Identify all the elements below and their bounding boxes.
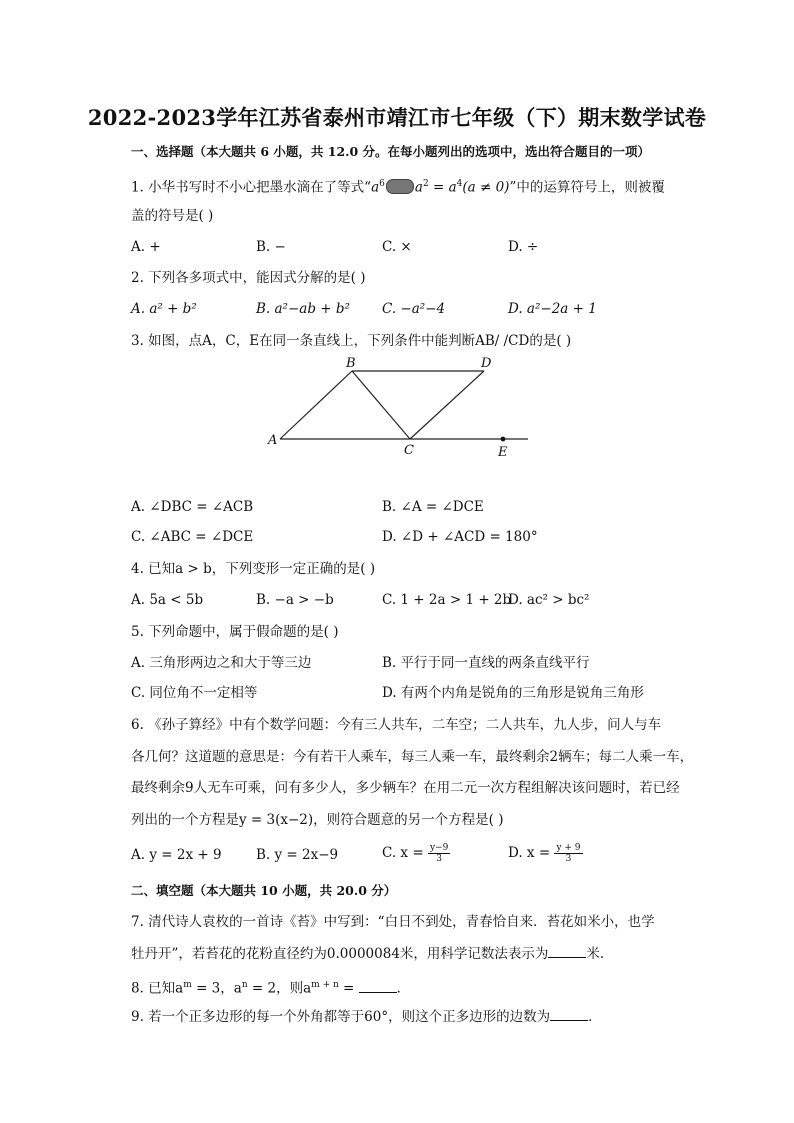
q2-option-b: B. a²−ab + b² (256, 301, 350, 317)
label-a: A (268, 433, 278, 448)
q4-option-d: D. ac² > bc² (508, 592, 590, 608)
section-choice-heading: 一、选择题（本大题共 6 小题，共 12.0 分。在每小题列出的选项中，选出符合题目的一项） (131, 144, 651, 159)
question-1-line-2: 盖的符号是( ) (131, 208, 214, 224)
point-e-dot (501, 437, 506, 442)
geometry-figure (260, 352, 540, 462)
label-e: E (498, 445, 508, 460)
q5-option-d: D. 有两个内角是锐角的三角形是锐角三角形 (382, 685, 644, 701)
question-5: 5. 下列命题中，属于假命题的是( ) (131, 624, 339, 640)
q6-option-c: C. x = $\frac{y-9}{3}$ (382, 843, 449, 864)
question-1-line-1: 1. 小华书写时不小心把墨水滴在了等式“$a^6$ $a^2 = a^4(a \ne 0)$”中的运算符号上，则被覆 (131, 179, 665, 196)
q3-option-c: C. ∠ABC = ∠DCE (131, 529, 254, 545)
fraction-d: $\frac{y + 9}{3}$ (556, 843, 581, 864)
segment-dc (410, 371, 484, 439)
question-3: 3. 如图，点A，C，E在同一条直线上，下列条件中能判断AB/ /CD的是( ) (131, 333, 572, 349)
question-4: 4. 已知a > b，下列变形一定正确的是( ) (131, 561, 376, 577)
q3-option-a: A. ∠DBC = ∠ACB (131, 499, 254, 515)
label-b: B (346, 356, 356, 371)
q6-option-b: B. y = 2x−9 (256, 847, 339, 863)
q1-option-b: B. − (256, 239, 286, 255)
q6-option-d: D. x = $\frac{y + 9}{3}$ (508, 843, 581, 864)
page-title: 2022-2023学年江苏省泰州市靖江市七年级（下）期末数学试卷 (87, 105, 707, 130)
section-fill-heading: 二、填空题（本大题共 10 小题，共 20.0 分） (131, 883, 397, 898)
q5-option-c: C. 同位角不一定相等 (131, 685, 258, 701)
q5-option-b: B. 平行于同一直线的两条直线平行 (382, 655, 590, 671)
question-8: 8. 已知$a^m = 3$，$a^n = 2$，则$a^{m + n}$ = ． (131, 980, 411, 997)
q4-option-a: A. 5a < 5b (131, 592, 204, 608)
label-c: C (404, 443, 414, 458)
q3-option-b: B. ∠A = ∠DCE (382, 499, 484, 515)
fraction-c: $\frac{y-9}{3}$ (429, 843, 449, 864)
answer-blank[interactable] (550, 1008, 588, 1021)
q2-option-d: D. a²−2a + 1 (508, 301, 597, 317)
ink-blot-icon (386, 179, 414, 194)
label-d: D (481, 356, 492, 371)
question-6-line-4: 列出的一个方程是y = 3(x−2)，则符合题意的另一个方程是( ) (131, 812, 504, 828)
question-9: 9. 若一个正多边形的每一个外角都等于60°，则这个正多边形的边数为 ． (131, 1009, 602, 1025)
q2-option-a: A. a² + b² (131, 301, 197, 317)
answer-blank[interactable] (359, 980, 397, 993)
q2-option-c: C. −a²−4 (382, 301, 446, 317)
q1-option-a: A. + (131, 239, 161, 255)
question-2: 2. 下列各多项式中，能因式分解的是( ) (131, 270, 366, 286)
segment-ab (280, 371, 352, 439)
segment-bc (352, 371, 410, 439)
question-7-line-2: 牡丹开”，若苔花的花粉直径约为0.0000084米，用科学记数法表示为 米． (131, 946, 614, 962)
q1-option-d: D. ÷ (508, 239, 539, 255)
question-6-line-3: 最终剩余9人无车可乘，问有多少人，多少辆车？在用二元一次方程组解决该问题时，若已经 (131, 780, 680, 796)
q1-option-c: C. × (382, 239, 412, 255)
q6-option-a: A. y = 2x + 9 (131, 847, 222, 863)
q3-option-d: D. ∠D + ∠ACD = 180° (382, 529, 538, 545)
q4-option-b: B. −a > −b (256, 592, 334, 608)
answer-blank[interactable] (548, 945, 586, 958)
question-6-line-2: 各几何？这道题的意思是：今有若干人乘车，每三人乘一车，最终剩余2辆车；每二人乘一车， (131, 749, 694, 765)
q5-option-a: A. 三角形两边之和大于等三边 (131, 655, 312, 671)
question-6-line-1: 6. 《孙子算经》中有个数学问题：今有三人共车，二车空；二人共车，九人步，问人与车 (131, 717, 662, 733)
q4-option-c: C. 1 + 2a > 1 + 2b (382, 592, 512, 608)
question-7-line-1: 7. 清代诗人袁枚的一首诗《苔》中写到：“白日不到处，青春恰自来．苔花如米小，也学 (131, 914, 655, 930)
